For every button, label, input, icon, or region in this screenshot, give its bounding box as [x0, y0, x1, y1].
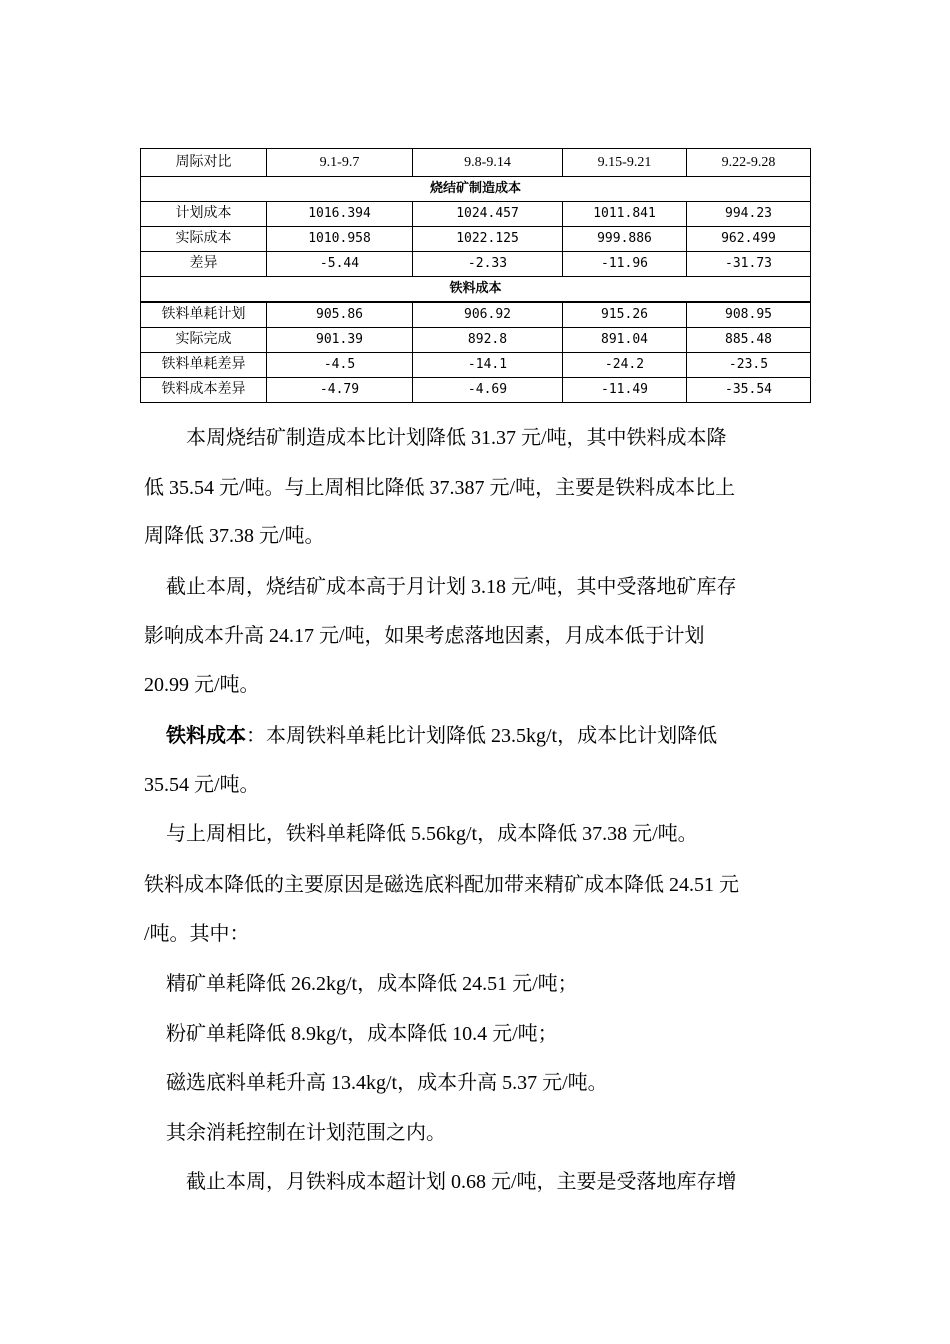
table-cell: -4.5 [267, 353, 413, 378]
table-cell: 906.92 [413, 302, 563, 328]
body-paragraph: 粉矿单耗降低 8.9kg/t，成本降低 10.4 元/吨； [166, 1023, 558, 1045]
table-cell: 1022.125 [413, 227, 563, 252]
section-title-row [141, 177, 811, 202]
table-cell: 1011.841 [563, 202, 687, 227]
table-cell: 999.886 [563, 227, 687, 252]
table-cell: 892.8 [413, 328, 563, 353]
paragraph-text: ：本周铁料单耗比计划降低 23.5kg/t，成本比计划降低 [246, 725, 718, 747]
row-label: 铁料单耗计划 [141, 302, 267, 328]
body-paragraph: 20.99 元/吨。 [144, 674, 260, 696]
table-cell: -14.1 [413, 353, 563, 378]
table-cell: 915.26 [563, 302, 687, 328]
table-cell: -31.73 [687, 252, 811, 277]
body-paragraph: /吨。其中： [144, 923, 250, 945]
table-cell: 885.48 [687, 328, 811, 353]
section-title: 烧结矿制造成本 [141, 177, 811, 202]
row-label: 铁料成本差异 [141, 378, 267, 403]
table-cell: 908.95 [687, 302, 811, 328]
table-row [141, 378, 811, 403]
cost-comparison-table [140, 148, 811, 403]
table-cell: 962.499 [687, 227, 811, 252]
body-paragraph [144, 724, 834, 748]
table-cell: -2.33 [413, 252, 563, 277]
table-cell: -5.44 [267, 252, 413, 277]
body-paragraph: 与上周相比，铁料单耗降低 5.56kg/t，成本降低 37.38 元/吨。 [166, 823, 698, 845]
table-cell: -35.54 [687, 378, 811, 403]
body-paragraph: 其余消耗控制在计划范围之内。 [166, 1122, 446, 1144]
table-row [141, 353, 811, 378]
body-paragraph: 周降低 37.38 元/吨。 [144, 525, 325, 547]
table-cell: 1024.457 [413, 202, 563, 227]
row-label: 实际完成 [141, 328, 267, 353]
body-paragraph: 精矿单耗降低 26.2kg/t，成本降低 24.51 元/吨； [166, 973, 578, 995]
row-label: 计划成本 [141, 202, 267, 227]
body-paragraph: 截止本周，烧结矿成本高于月计划 3.18 元/吨，其中受落地矿库存 [166, 576, 737, 598]
body-paragraph: 低 35.54 元/吨。与上周相比降低 37.387 元/吨，主要是铁料成本比上 [144, 477, 736, 499]
row-label: 差异 [141, 252, 267, 277]
table-row [141, 302, 811, 328]
table-row [141, 328, 811, 353]
row-label: 铁料单耗差异 [141, 353, 267, 378]
section-title: 铁料成本 [141, 277, 811, 303]
table-row [141, 227, 811, 252]
table-cell: -23.5 [687, 353, 811, 378]
body-paragraph: 35.54 元/吨。 [144, 774, 260, 796]
header-cell: 9.15-9.21 [563, 149, 687, 177]
table-header-row [141, 149, 811, 177]
table-cell: -11.96 [563, 252, 687, 277]
header-cell: 9.22-9.28 [687, 149, 811, 177]
header-cell: 周际对比 [141, 149, 267, 177]
table-cell: 901.39 [267, 328, 413, 353]
emphasis-label: 铁料成本 [166, 725, 246, 747]
table-row [141, 202, 811, 227]
table-cell: -11.49 [563, 378, 687, 403]
body-paragraph: 截止本周，月铁料成本超计划 0.68 元/吨，主要是受落地库存增 [186, 1171, 737, 1193]
row-label: 实际成本 [141, 227, 267, 252]
body-paragraph: 磁选底料单耗升高 13.4kg/t，成本升高 5.37 元/吨。 [166, 1072, 608, 1094]
header-cell: 9.1-9.7 [267, 149, 413, 177]
section-title-row [141, 277, 811, 303]
header-cell: 9.8-9.14 [413, 149, 563, 177]
body-paragraph: 铁料成本降低的主要原因是磁选底料配加带来精矿成本降低 24.51 元 [144, 874, 739, 896]
body-paragraph: 影响成本升高 24.17 元/吨，如果考虑落地因素，月成本低于计划 [144, 625, 705, 647]
table-cell: 1010.958 [267, 227, 413, 252]
table-cell: 891.04 [563, 328, 687, 353]
table-cell: -24.2 [563, 353, 687, 378]
table-cell: 905.86 [267, 302, 413, 328]
table-cell: 1016.394 [267, 202, 413, 227]
table-cell: -4.69 [413, 378, 563, 403]
table-cell: -4.79 [267, 378, 413, 403]
table-cell: 994.23 [687, 202, 811, 227]
table-row [141, 252, 811, 277]
body-paragraph: 本周烧结矿制造成本比计划降低 31.37 元/吨，其中铁料成本降 [186, 427, 727, 449]
